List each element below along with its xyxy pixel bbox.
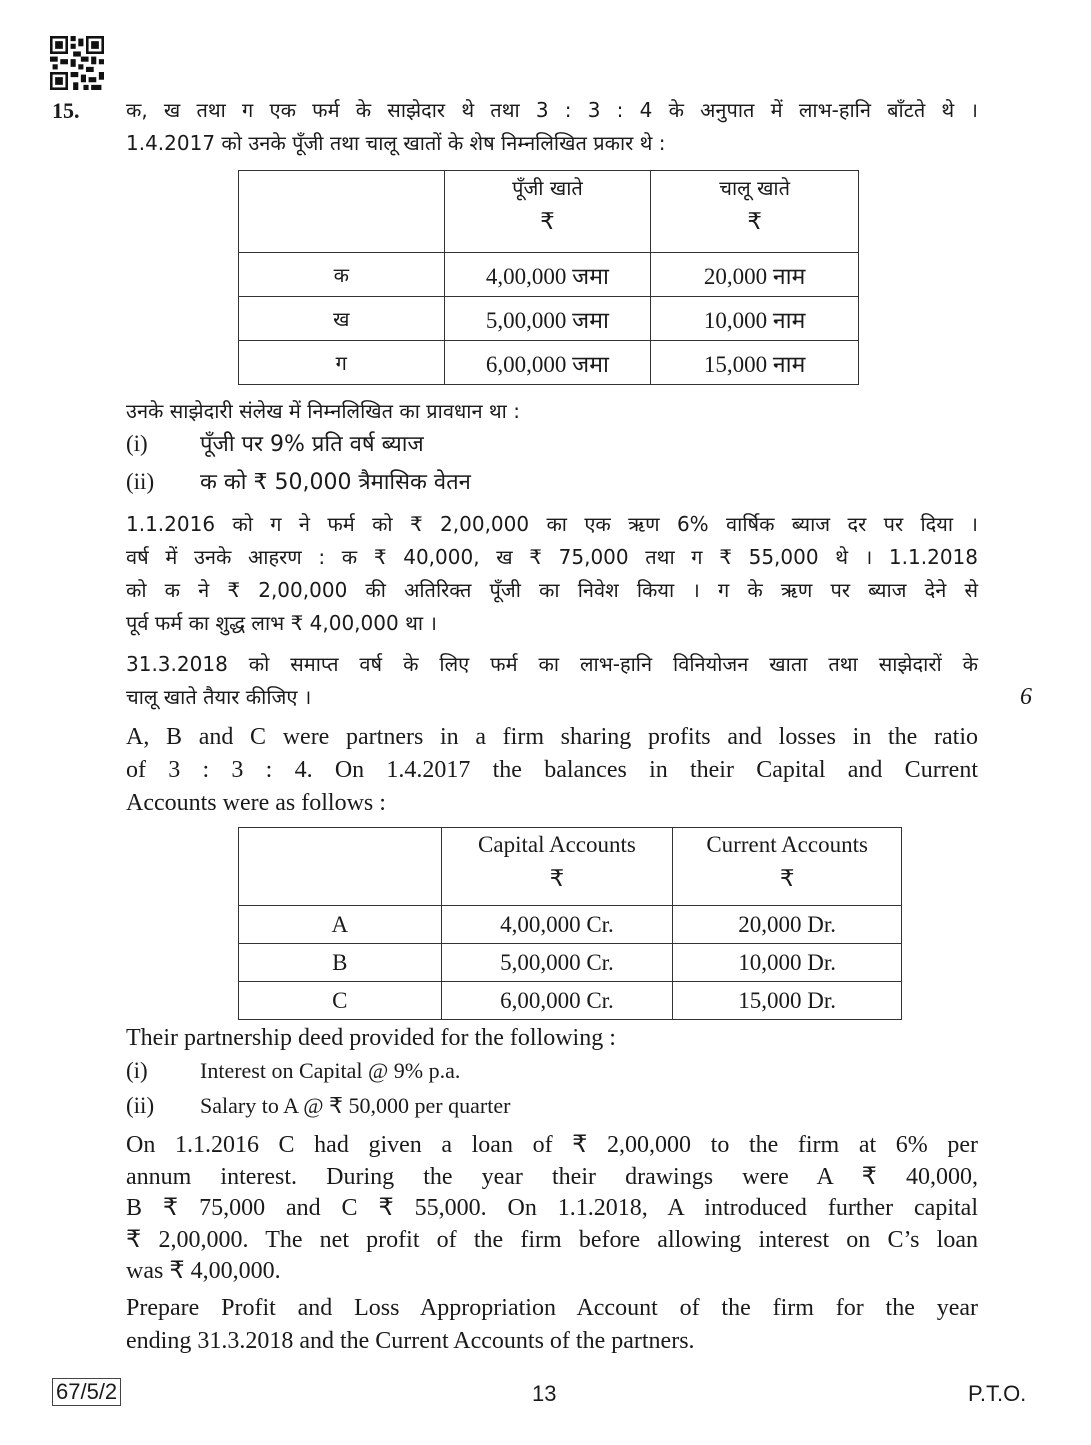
- paragraph-line: was ₹ 4,00,000.: [126, 1258, 281, 1284]
- page-number: 13: [532, 1381, 557, 1406]
- capital-cell: 4,00,000 जमा: [444, 253, 651, 297]
- english-paragraph-1: [126, 1130, 978, 1288]
- paragraph-line: पूर्व फर्म का शुद्ध लाभ ₹ 4,00,000 था ।: [126, 611, 437, 635]
- provision-text: Salary to A @ ₹ 50,000 per quarter: [200, 1093, 511, 1118]
- table-row: [239, 982, 902, 1020]
- pto-label: P.T.O.: [968, 1381, 1027, 1406]
- partner-cell: ख: [239, 297, 445, 341]
- currency-symbol: ₹: [540, 209, 555, 234]
- english-intro-line: Accounts were as follows :: [126, 790, 386, 816]
- hindi-provision: [126, 428, 424, 458]
- question-marks: 6: [1020, 684, 1032, 710]
- capital-cell: 6,00,000 जमा: [444, 341, 651, 385]
- english-provision: [126, 1058, 460, 1084]
- table-row: [239, 253, 859, 297]
- hindi-intro-line: 1.4.2017 को उनके पूँजी तथा चालू खातों के शेष निम्नलिखित प्रकार थे :: [126, 131, 666, 155]
- current-cell: 15,000 Dr.: [673, 982, 902, 1020]
- paper-code: 67/5/2: [52, 1378, 121, 1406]
- provision-text: क को ₹ 50,000 त्रैमासिक वेतन: [200, 470, 471, 495]
- partner-cell: क: [239, 253, 445, 297]
- hindi-paragraph-1: [126, 508, 978, 640]
- english-intro: [126, 721, 978, 820]
- table-header-empty: [239, 828, 442, 906]
- provision-text: Interest on Capital @ 9% p.a.: [200, 1058, 461, 1083]
- capital-cell: 5,00,000 Cr.: [441, 944, 673, 982]
- table-header-row: [239, 171, 859, 253]
- current-cell: 10,000 Dr.: [673, 944, 902, 982]
- table-row: [239, 906, 902, 944]
- hindi-intro-line: क, ख तथा ग एक फर्म के साझेदार थे तथा 3 : 3 : 4 के अनुपात में लाभ-हानि बाँटते थे ।: [126, 98, 978, 122]
- hindi-intro: [126, 94, 978, 160]
- current-cell: 20,000 नाम: [651, 253, 859, 297]
- paragraph-line: 31.3.2018 को समाप्त वर्ष के लिए फर्म का लाभ-हानि विनियोजन खाता तथा साझेदारों के: [126, 652, 978, 676]
- table-row: [239, 297, 859, 341]
- english-intro-line: A, B and C were partners in a firm sharing profits and losses in the ratio: [126, 724, 978, 750]
- paragraph-line: को क ने ₹ 2,00,000 की अतिरिक्त पूँजी का निवेश किया । ग के ऋण पर ब्याज देने से: [126, 578, 978, 602]
- capital-cell: 4,00,000 Cr.: [441, 906, 673, 944]
- provision-label: (ii): [126, 469, 155, 494]
- partner-cell: C: [239, 982, 442, 1020]
- capital-cell: 6,00,000 Cr.: [441, 982, 673, 1020]
- table-header-row: [239, 828, 902, 906]
- hindi-deed-intro: उनके साझेदारी संलेख में निम्नलिखित का प्रावधान था :: [126, 399, 520, 423]
- paragraph-line: annum interest. During the year their drawings were A ₹ 40,000,: [126, 1163, 978, 1190]
- currency-symbol: ₹: [549, 866, 565, 891]
- currency-symbol: ₹: [747, 209, 762, 234]
- table-header-current: [651, 171, 859, 253]
- hindi-balance-table: [238, 170, 859, 385]
- table-header-current: [673, 828, 902, 906]
- paragraph-line: ending 31.3.2018 and the Current Accounts of the partners.: [126, 1328, 695, 1354]
- question-number: 15.: [52, 98, 80, 123]
- header-label: पूँजी खाते: [512, 176, 583, 200]
- english-provision: [126, 1093, 510, 1119]
- partner-cell: B: [239, 944, 442, 982]
- table-header-capital: [444, 171, 651, 253]
- paragraph-line: ₹ 2,00,000. The net profit of the firm before allowing interest on C’s loan: [126, 1226, 978, 1253]
- english-paragraph-2: [126, 1292, 978, 1358]
- english-intro-line: of 3 : 3 : 4. On 1.4.2017 the balances in their Capital and Current: [126, 757, 978, 783]
- english-deed-intro: Their partnership deed provided for the following :: [126, 1025, 616, 1051]
- table-header-capital: [441, 828, 673, 906]
- partner-cell: A: [239, 906, 442, 944]
- current-cell: 15,000 नाम: [651, 341, 859, 385]
- current-cell: 20,000 Dr.: [673, 906, 902, 944]
- paragraph-line: वर्ष में उनके आहरण : क ₹ 40,000, ख ₹ 75,000 तथा ग ₹ 55,000 थे । 1.1.2018: [126, 545, 978, 569]
- header-label: Current Accounts: [706, 832, 868, 857]
- paragraph-line: Prepare Profit and Loss Appropriation Account of the firm for the year: [126, 1295, 978, 1321]
- provision-label: (ii): [126, 1093, 155, 1118]
- hindi-paragraph-2: [126, 648, 978, 714]
- paragraph-line: 1.1.2016 को ग ने फर्म को ₹ 2,00,000 का एक ऋण 6% वार्षिक ब्याज दर पर दिया ।: [126, 512, 978, 536]
- paragraph-line: चालू खाते तैयार कीजिए ।: [126, 685, 312, 709]
- partner-cell: ग: [239, 341, 445, 385]
- english-balance-table: [238, 827, 902, 1020]
- capital-cell: 5,00,000 जमा: [444, 297, 651, 341]
- table-header-empty: [239, 171, 445, 253]
- header-label: चालू खाते: [719, 176, 791, 200]
- hindi-provision: [126, 466, 471, 496]
- currency-symbol: ₹: [779, 866, 795, 891]
- provision-text: पूँजी पर 9% प्रति वर्ष ब्याज: [200, 432, 424, 457]
- table-row: [239, 341, 859, 385]
- table-row: [239, 944, 902, 982]
- current-cell: 10,000 नाम: [651, 297, 859, 341]
- paragraph-line: B ₹ 75,000 and C ₹ 55,000. On 1.1.2018, A introduced further capital: [126, 1195, 978, 1221]
- provision-label: (i): [126, 1058, 148, 1083]
- paragraph-line: On 1.1.2016 C had given a loan of ₹ 2,00,000 to the firm at 6% per: [126, 1132, 978, 1158]
- qr-code-icon: [50, 36, 104, 90]
- provision-label: (i): [126, 431, 148, 456]
- header-label: Capital Accounts: [478, 832, 636, 857]
